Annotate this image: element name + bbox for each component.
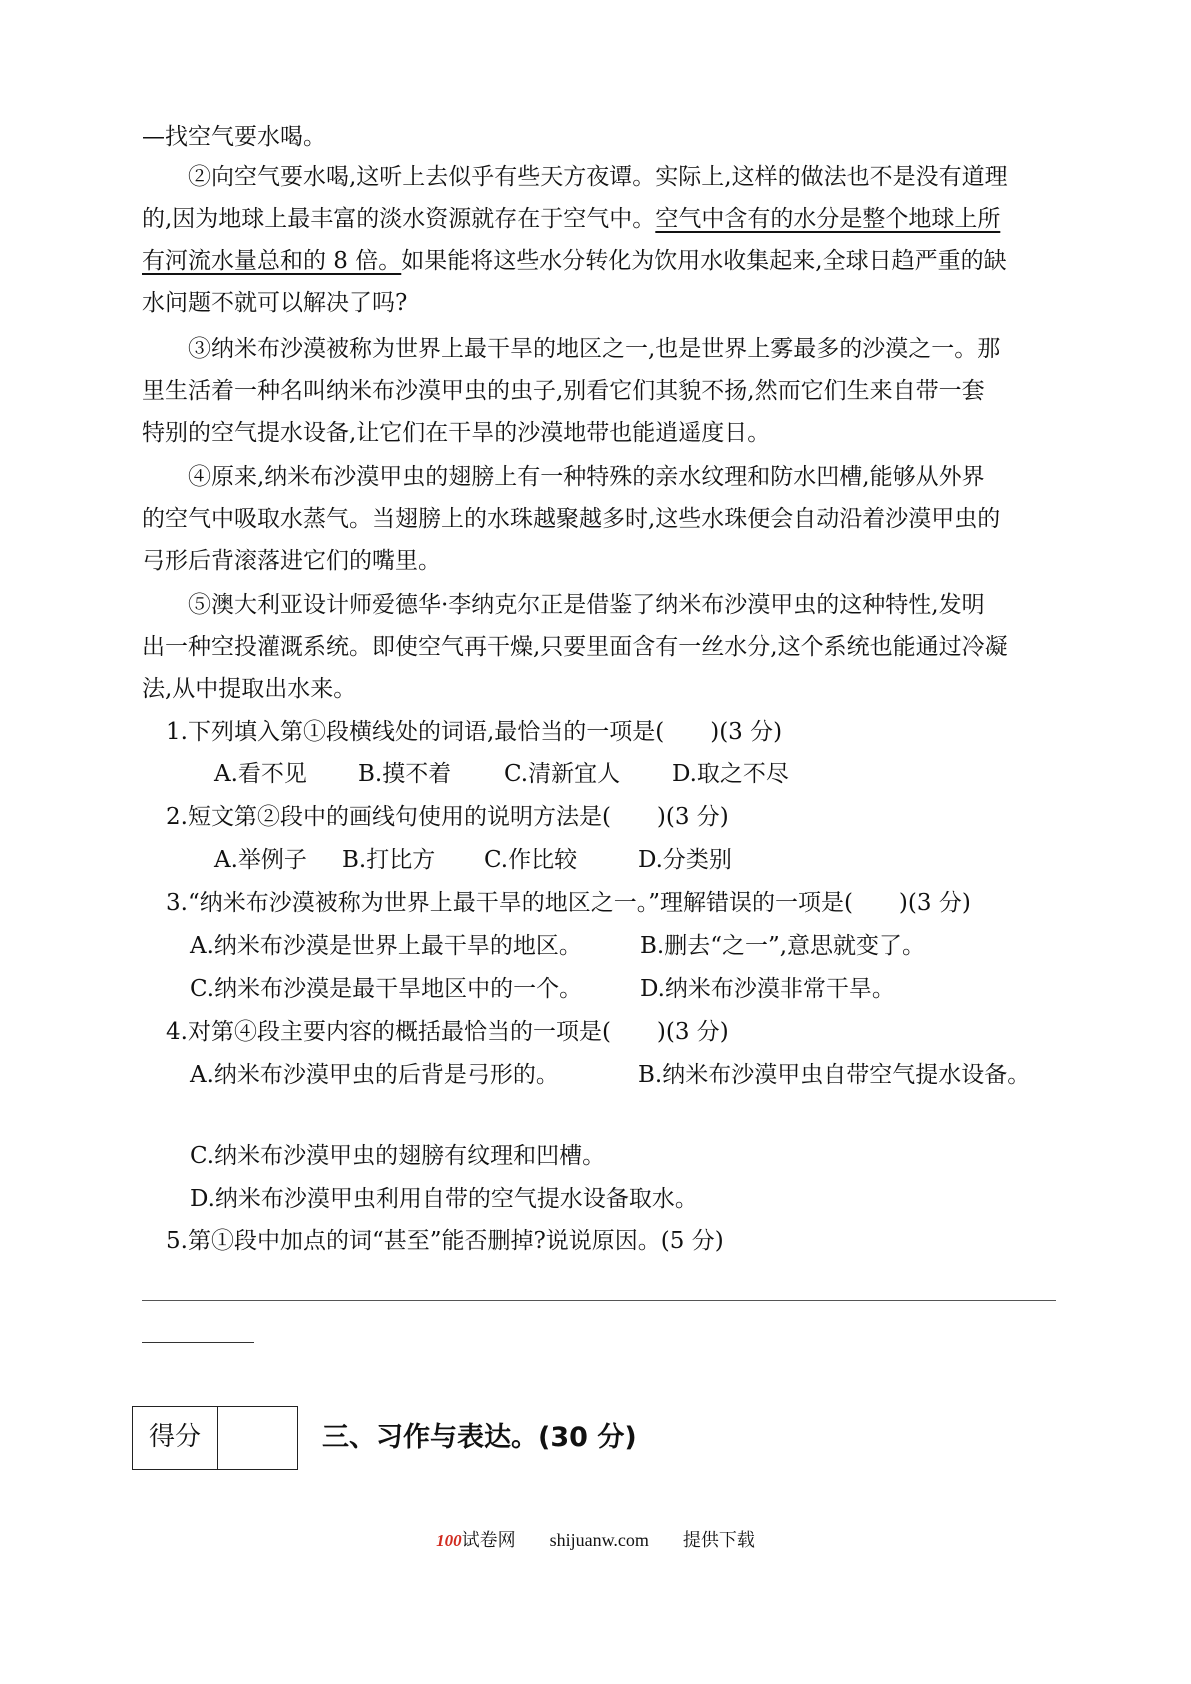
passage-line: 弓形后背滚落进它们的嘴里。 (142, 548, 441, 574)
option: A.举例子 (214, 847, 307, 873)
passage-text: 的,因为地球上最丰富的淡水资源就存在于空气中。 (142, 206, 656, 232)
passage-line: 的空气中吸取水蒸气。当翅膀上的水珠越聚越多时,这些水珠便会自动沿着沙漠甲虫的 (142, 506, 1001, 532)
passage-line: 特别的空气提水设备,让它们在干旱的沙漠地带也能逍遥度日。 (142, 420, 771, 446)
passage-line: ③纳米布沙漠被称为世界上最干旱的地区之一,也是世界上雾最多的沙漠之一。那 (188, 336, 1001, 362)
passage-line: ④原来,纳米布沙漠甲虫的翅膀上有一种特殊的亲水纹理和防水凹槽,能够从外界 (188, 464, 985, 490)
passage-line: 法,从中提取出水来。 (142, 676, 357, 702)
option: C.纳米布沙漠是最干旱地区中的一个。 (190, 976, 583, 1002)
passage-line: 出一种空投灌溉系统。即使空气再干燥,只要里面含有一丝水分,这个系统也能通过冷凝 (142, 634, 1008, 660)
option: D.分类别 (638, 847, 732, 873)
option: D.取之不尽 (672, 761, 789, 787)
question-4-options (190, 1060, 1030, 1090)
question-3-options (190, 931, 925, 961)
footer-suffix: 提供下载 (682, 1530, 755, 1550)
answer-line[interactable] (142, 1342, 254, 1343)
passage-line: —找空气要水喝。 (142, 124, 326, 150)
option: A.纳米布沙漠甲虫的后背是弓形的。 (190, 1062, 559, 1088)
question-4-option: D.纳米布沙漠甲虫利用自带的空气提水设备取水。 (190, 1186, 698, 1212)
site-domain[interactable]: shijuanw.com (549, 1530, 649, 1550)
option: B.删去“之一”,意思就变了。 (640, 933, 926, 959)
underlined-sentence: 空气中含有的水分是整个地球上所 (655, 206, 1001, 232)
score-value-cell[interactable] (218, 1407, 297, 1469)
option: C.清新宜人 (504, 761, 621, 787)
passage-text: 如果能将这些水分转化为饮用水收集起来,全球日趋严重的缺 (401, 248, 1007, 274)
passage-line (142, 246, 1007, 276)
footer (0, 1526, 1191, 1552)
option: C.作比较 (484, 847, 578, 873)
site-logo-mark: 100 (436, 1531, 462, 1550)
answer-line[interactable] (142, 1300, 1056, 1301)
question-3: 3.“纳米布沙漠被称为世界上最干旱的地区之一。”理解错误的一项是( )(3 分) (166, 890, 971, 916)
question-5: 5.第①段中加点的词“甚至”能否删掉?说说原因。(5 分) (166, 1228, 724, 1254)
option: A.纳米布沙漠是世界上最干旱的地区。 (190, 933, 582, 959)
score-label: 得分 (133, 1407, 218, 1469)
passage-line: 水问题不就可以解决了吗? (142, 290, 408, 316)
option: A.看不见 (214, 761, 307, 787)
passage-line: 里生活着一种名叫纳米布沙漠甲虫的虫子,别看它们其貌不扬,然而它们生来自带一套 (142, 378, 985, 404)
underlined-sentence: 有河流水量总和的 8 倍。 (142, 248, 402, 274)
passage-line: ⑤澳大利亚设计师爱德华·李纳克尔正是借鉴了纳米布沙漠甲虫的这种特性,发明 (188, 592, 985, 618)
question-1: 1.下列填入第①段横线处的词语,最恰当的一项是( )(3 分) (166, 719, 783, 745)
section-title: 三、习作与表达。(30 分) (322, 1422, 637, 1453)
question-2-options (214, 845, 732, 875)
option: B.打比方 (342, 847, 436, 873)
option: B.纳米布沙漠甲虫自带空气提水设备。 (638, 1062, 1031, 1088)
score-box (132, 1406, 298, 1470)
question-1-options (214, 759, 789, 789)
site-logo-text: 试卷网 (461, 1530, 516, 1550)
passage-line: ②向空气要水喝,这听上去似乎有些天方夜谭。实际上,这样的做法也不是没有道理 (188, 164, 1008, 190)
question-2: 2.短文第②段中的画线句使用的说明方法是( )(3 分) (166, 804, 729, 830)
option: D.纳米布沙漠非常干旱。 (640, 976, 895, 1002)
question-4-option: C.纳米布沙漠甲虫的翅膀有纹理和凹槽。 (190, 1143, 606, 1169)
passage-line (142, 204, 1000, 234)
question-4: 4.对第④段主要内容的概括最恰当的一项是( )(3 分) (166, 1019, 729, 1045)
question-3-options (190, 974, 895, 1004)
option: B.摸不着 (358, 761, 452, 787)
